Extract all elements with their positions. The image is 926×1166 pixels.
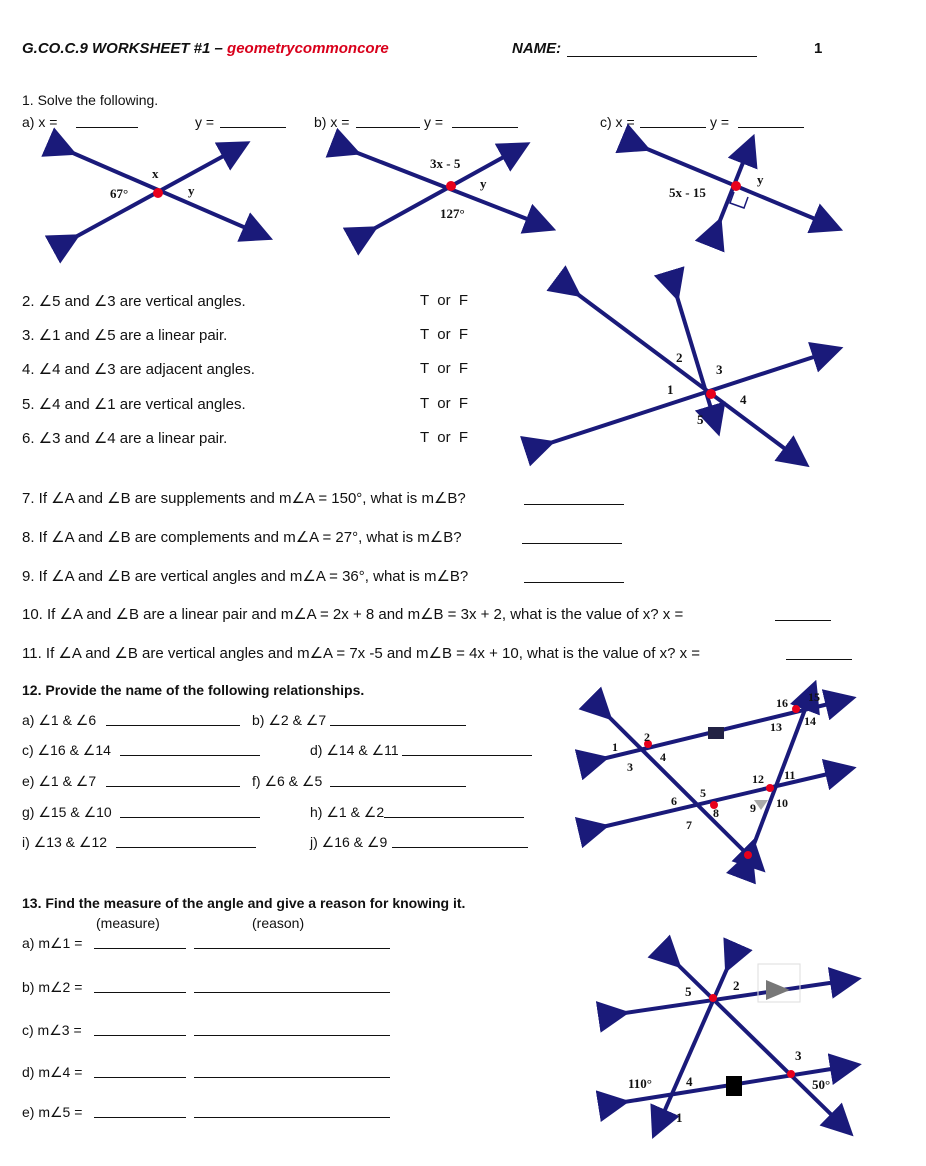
q12-blank-d[interactable] xyxy=(402,755,532,756)
q12-transversal-1 xyxy=(604,712,757,864)
q12-blank-h[interactable] xyxy=(384,817,524,818)
q12-label-12: 12 xyxy=(752,772,764,786)
q12-item-b: b) ∠2 & ∠7 xyxy=(252,712,327,728)
q13-reason-e[interactable] xyxy=(194,1117,390,1118)
q12-label-16: 16 xyxy=(776,696,788,710)
q12-blank-j[interactable] xyxy=(392,847,528,848)
q12-line-bottom xyxy=(598,770,845,828)
q1b-label-y: y xyxy=(480,176,487,191)
q13-item-d: d) m∠4 = xyxy=(22,1064,83,1080)
tf-line-2 xyxy=(544,351,832,445)
tf-choice-4[interactable]: T or F xyxy=(420,360,469,377)
q12-label-15: 15 xyxy=(808,690,820,704)
tf-choice-6[interactable]: T or F xyxy=(420,429,469,446)
q10-text: 10. If ∠A and ∠B are a linear pair and m∠A = 2x + 8 and m∠B = 3x + 2, what is the value of x? x = xyxy=(22,606,684,623)
q12-point-2 xyxy=(792,705,800,713)
q12-label-8: 8 xyxy=(713,806,719,820)
tf-item-6: 6. ∠3 and ∠4 are a linear pair. xyxy=(22,430,228,447)
tf-vertex xyxy=(706,389,716,399)
q8-blank[interactable] xyxy=(522,543,622,544)
q12-label-3: 3 xyxy=(627,760,633,774)
q13-item-b: b) m∠2 = xyxy=(22,979,83,995)
tf-fig-label-1: 1 xyxy=(667,382,674,397)
q13-col-measure: (measure) xyxy=(96,915,160,931)
tf-choice-5[interactable]: T or F xyxy=(420,395,469,412)
q12-label-6: 6 xyxy=(671,794,677,808)
q7-blank[interactable] xyxy=(524,504,624,505)
tf-fig-label-4: 4 xyxy=(740,392,747,407)
q9-text: 9. If ∠A and ∠B are vertical angles and m∠A = 36°, what is m∠B? xyxy=(22,568,469,585)
q13-measure-a[interactable] xyxy=(94,948,186,949)
q10-blank[interactable] xyxy=(775,620,831,621)
tf-item-3: 3. ∠1 and ∠5 are a linear pair. xyxy=(22,327,228,344)
q1b-vertex xyxy=(446,181,456,191)
q12-item-e: e) ∠1 & ∠7 xyxy=(22,773,97,789)
q1c-x-label: c) x = xyxy=(600,114,635,130)
q13-label-3: 3 xyxy=(795,1048,802,1063)
q13-transversal-2 xyxy=(657,962,730,1128)
q12-title: 12. Provide the name of the following relationships. xyxy=(22,682,365,698)
q13-reason-d[interactable] xyxy=(194,1077,390,1078)
q12-label-10: 10 xyxy=(776,796,788,810)
play-icon xyxy=(766,980,790,1000)
site-name: geometrycommoncore xyxy=(227,40,389,57)
q1a-x-label: a) x = xyxy=(22,114,58,130)
q11-blank[interactable] xyxy=(786,659,852,660)
name-label: NAME: xyxy=(512,40,562,57)
q12-point-5 xyxy=(744,851,752,859)
q13-item-c: c) m∠3 = xyxy=(22,1022,82,1038)
play-icon-frame xyxy=(758,964,800,1002)
q12-blank-g[interactable] xyxy=(120,817,260,818)
right-angle-mark xyxy=(730,192,748,208)
q12-blank-i[interactable] xyxy=(116,847,256,848)
tf-item-5: 5. ∠4 and ∠1 are vertical angles. xyxy=(22,396,246,413)
q13-item-e: e) m∠5 = xyxy=(22,1104,83,1120)
tf-fig-label-2: 2 xyxy=(676,350,683,365)
q12-label-7: 7 xyxy=(686,818,692,832)
q12-item-g: g) ∠15 & ∠10 xyxy=(22,804,112,820)
q1b-label-top: 3x - 5 xyxy=(430,156,461,171)
q1b-x-label: b) x = xyxy=(314,114,350,130)
q12-item-c: c) ∠16 & ∠14 xyxy=(22,742,111,758)
q1a-label-x: x xyxy=(152,166,159,181)
q13-measure-c[interactable] xyxy=(94,1035,186,1036)
q9-blank[interactable] xyxy=(524,582,624,583)
worksheet-code: G.CO.C.9 WORKSHEET #1 – xyxy=(22,40,228,57)
q13-label-5: 5 xyxy=(685,984,692,999)
q13-col-reason: (reason) xyxy=(252,915,305,931)
tf-fig-label-5: 5 xyxy=(697,412,704,427)
q12-blank-a[interactable] xyxy=(106,725,240,726)
q13-reason-c[interactable] xyxy=(194,1035,390,1036)
q12-label-1: 1 xyxy=(612,740,618,754)
q12-item-f: f) ∠6 & ∠5 xyxy=(252,773,323,789)
q12-label-4: 4 xyxy=(660,750,666,764)
q13-label-4: 4 xyxy=(686,1074,693,1089)
q13-measure-b[interactable] xyxy=(94,992,186,993)
q12-label-14: 14 xyxy=(804,714,816,728)
q13-label-50: 50° xyxy=(812,1077,831,1092)
q12-item-d: d) ∠14 & ∠11 xyxy=(310,742,399,758)
q12-blank-b[interactable] xyxy=(330,725,466,726)
black-square xyxy=(726,1076,742,1096)
q1c-y-label: y = xyxy=(710,114,730,130)
q13-point-2 xyxy=(787,1070,795,1078)
q12-label-5: 5 xyxy=(700,786,706,800)
q12-point-4 xyxy=(766,784,774,792)
q13-label-1: 1 xyxy=(676,1110,683,1125)
q13-measure-d[interactable] xyxy=(94,1077,186,1078)
q1c-label-y: y xyxy=(757,172,764,187)
q1a-vertex xyxy=(153,188,163,198)
q1b-y-label: y = xyxy=(424,114,444,130)
q12-blank-e[interactable] xyxy=(106,786,240,787)
q1-prompt: 1. Solve the following. xyxy=(22,92,159,108)
q13-title: 13. Find the measure of the angle and give a reason for knowing it. xyxy=(22,895,466,911)
page-number: 1 xyxy=(814,40,823,57)
q12-label-13: 13 xyxy=(770,720,782,734)
q1a-line-1 xyxy=(66,150,262,235)
q1b-label-bottom: 127° xyxy=(440,206,465,221)
tf-item-2: 2. ∠5 and ∠3 are vertical angles. xyxy=(22,293,246,310)
q13-label-110: 110° xyxy=(628,1076,652,1091)
q12-item-h: h) ∠1 & ∠2 xyxy=(310,804,385,820)
q13-measure-e[interactable] xyxy=(94,1117,186,1118)
q1a-label-angle: 67° xyxy=(110,186,129,201)
q13-point-1 xyxy=(709,994,717,1002)
q8-text: 8. If ∠A and ∠B are complements and m∠A = 27°, what is m∠B? xyxy=(22,529,462,546)
q12-item-i: i) ∠13 & ∠12 xyxy=(22,834,108,850)
q13-reason-a[interactable] xyxy=(194,948,390,949)
q7-text: 7. If ∠A and ∠B are supplements and m∠A = 150°, what is m∠B? xyxy=(22,490,466,507)
q11-text: 11. If ∠A and ∠B are vertical angles and m∠A = 7x -5 and m∠B = 4x + 10, what is the value of x? x = xyxy=(22,645,701,662)
q1c-label-left: 5x - 15 xyxy=(669,185,706,200)
tf-choice-2[interactable]: T or F xyxy=(420,292,469,309)
q12-item-j: j) ∠16 & ∠9 xyxy=(310,834,388,850)
tf-line-1 xyxy=(572,290,800,460)
q12-blank-c[interactable] xyxy=(120,755,260,756)
tf-choice-3[interactable]: T or F xyxy=(420,326,469,343)
q12-blank-f[interactable] xyxy=(330,786,466,787)
q13-reason-b[interactable] xyxy=(194,992,390,993)
q12-label-9: 9 xyxy=(750,801,756,815)
q12-label-11: 11 xyxy=(784,768,796,782)
q12-label-2: 2 xyxy=(644,730,650,744)
square-marker xyxy=(708,727,724,739)
q13-item-a: a) m∠1 = xyxy=(22,935,83,951)
tf-fig-label-3: 3 xyxy=(716,362,723,377)
q1a-label-y: y xyxy=(188,183,195,198)
q1c-vertex xyxy=(731,181,741,191)
q1a-y-label: y = xyxy=(195,114,215,130)
tf-item-4: 4. ∠4 and ∠3 are adjacent angles. xyxy=(22,361,255,378)
q13-label-2: 2 xyxy=(733,978,740,993)
q12-item-a: a) ∠1 & ∠6 xyxy=(22,712,97,728)
